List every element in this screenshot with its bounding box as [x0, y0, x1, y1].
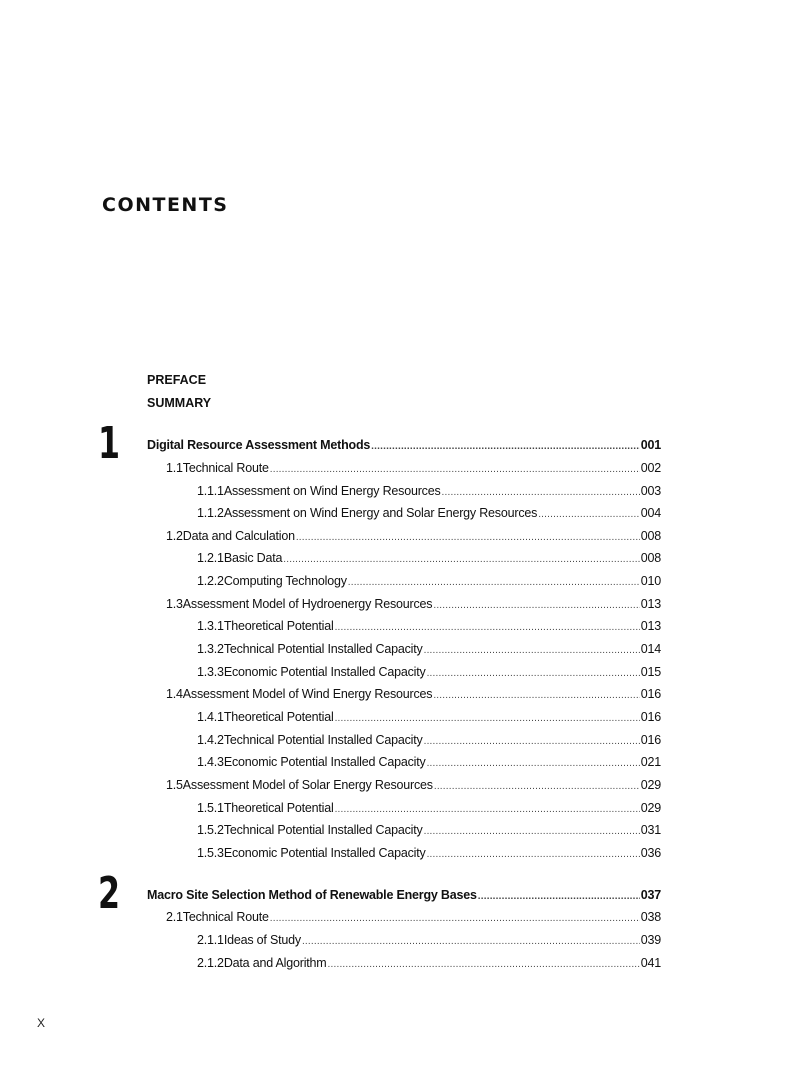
toc-leader-dots: [302, 934, 640, 950]
toc-entry-page: 037: [640, 888, 661, 902]
toc-entry-title: Theoretical Potential: [223, 619, 334, 633]
toc-subsection-entry[interactable]: [197, 618, 661, 636]
toc-entry-title: Assessment on Wind Energy and Solar Energy Resources: [223, 506, 538, 520]
toc-section-entry[interactable]: [166, 686, 661, 704]
toc-entry-title: Technical Route: [182, 461, 269, 475]
page-folio: X: [37, 1016, 46, 1030]
toc-subsection-entry[interactable]: [197, 573, 661, 591]
toc-leader-dots: [538, 507, 640, 523]
toc-entry-title: Theoretical Potential: [223, 710, 334, 724]
toc-subsection-entry[interactable]: [197, 505, 661, 523]
toc-subsection-entry[interactable]: [197, 732, 661, 750]
toc-entry-number: 1.2.1: [197, 551, 224, 565]
toc-entry-title: Economic Potential Installed Capacity: [223, 846, 426, 860]
toc-entry-number: 1.5.1: [197, 801, 224, 815]
toc-leader-dots: [328, 957, 640, 973]
chapter-number: 1: [98, 418, 121, 469]
toc-entry-title: Assessment Model of Wind Energy Resources: [182, 687, 433, 701]
toc-entry-page: 010: [640, 574, 661, 588]
toc-chapter-entry[interactable]: [147, 437, 661, 455]
toc-entry-title: Basic Data: [223, 551, 283, 565]
toc-entry-number: 1.5.2: [197, 823, 224, 837]
toc-entry-page: 013: [640, 597, 661, 611]
toc-entry-page: 001: [640, 438, 661, 452]
front-matter-summary[interactable]: SUMMARY: [147, 396, 212, 410]
toc-entry-title: Digital Resource Assessment Methods: [147, 438, 371, 452]
toc-subsection-entry[interactable]: [197, 664, 661, 682]
toc-subsection-entry[interactable]: [197, 822, 661, 840]
toc-chapter-entry[interactable]: [147, 887, 661, 905]
toc-entry-number: 1.4.3: [197, 755, 224, 769]
toc-leader-dots: [270, 911, 640, 927]
toc-leader-dots: [335, 620, 640, 636]
toc-entry-number: 1.4.1: [197, 710, 224, 724]
toc-subsection-entry[interactable]: [197, 955, 661, 973]
toc-entry-title: Data and Algorithm: [223, 956, 327, 970]
toc-entry-number: 1.2.2: [197, 574, 224, 588]
toc-entry-page: 031: [640, 823, 661, 837]
toc-entry-title: Macro Site Selection Method of Renewable Energy Bases: [147, 888, 477, 902]
toc-entry-page: 029: [640, 778, 661, 792]
toc-entry-number: 1.1: [166, 461, 183, 475]
toc-subsection-entry[interactable]: [197, 800, 661, 818]
toc-entry-title: Economic Potential Installed Capacity: [223, 755, 426, 769]
front-matter-preface[interactable]: PREFACE: [147, 373, 207, 387]
toc-leader-dots: [424, 643, 640, 659]
toc-entry-number: 1.3.1: [197, 619, 224, 633]
toc-entry-page: 038: [640, 910, 661, 924]
toc-leader-dots: [348, 575, 640, 591]
toc-section-entry[interactable]: [166, 528, 661, 546]
toc-leader-dots: [283, 552, 639, 568]
toc-leader-dots: [433, 688, 639, 704]
toc-entry-page: 015: [640, 665, 661, 679]
toc-entry-page: 041: [640, 956, 661, 970]
toc-section-entry[interactable]: [166, 777, 661, 795]
toc-entry-page: 016: [640, 687, 661, 701]
toc-entry-page: 016: [640, 710, 661, 724]
toc-entry-page: 008: [640, 551, 661, 565]
toc-entry-page: 029: [640, 801, 661, 815]
toc-entry-title: Data and Calculation: [182, 529, 295, 543]
toc-entry-page: 021: [640, 755, 661, 769]
toc-entry-title: Computing Technology: [223, 574, 347, 588]
toc-subsection-entry[interactable]: [197, 754, 661, 772]
toc-entry-page: 004: [640, 506, 661, 520]
toc-leader-dots: [478, 889, 640, 905]
toc-leader-dots: [296, 530, 640, 546]
toc-entry-title: Assessment on Wind Energy Resources: [223, 484, 441, 498]
toc-entry-title: Assessment Model of Solar Energy Resources: [182, 778, 433, 792]
toc-entry-title: Technical Potential Installed Capacity: [223, 642, 423, 656]
toc-entry-page: 002: [640, 461, 661, 475]
toc-entry-title: Economic Potential Installed Capacity: [223, 665, 426, 679]
toc-subsection-entry[interactable]: [197, 932, 661, 950]
toc-section-entry[interactable]: [166, 909, 661, 927]
contents-title: CONTENTS: [102, 194, 229, 216]
toc-entry-number: 2.1.1: [197, 933, 224, 947]
toc-entry-number: 2.1: [166, 910, 183, 924]
toc-entry-number: 1.5.3: [197, 846, 224, 860]
toc-entry-title: Technical Route: [182, 910, 269, 924]
toc-entry-number: 1.3.2: [197, 642, 224, 656]
toc-leader-dots: [424, 824, 640, 840]
toc-leader-dots: [424, 734, 640, 750]
toc-entry-number: 2.1.2: [197, 956, 224, 970]
toc-leader-dots: [335, 802, 640, 818]
toc-leader-dots: [270, 462, 640, 478]
toc-subsection-entry[interactable]: [197, 641, 661, 659]
toc-leader-dots: [434, 779, 640, 795]
toc-entry-page: 013: [640, 619, 661, 633]
toc-section-entry[interactable]: [166, 460, 661, 478]
toc-entry-number: 1.1.1: [197, 484, 224, 498]
toc-entry-title: Technical Potential Installed Capacity: [223, 823, 423, 837]
toc-entry-title: Assessment Model of Hydroenergy Resources: [182, 597, 433, 611]
toc-entry-page: 036: [640, 846, 661, 860]
toc-leader-dots: [371, 439, 640, 455]
toc-entry-number: 1.4.2: [197, 733, 224, 747]
toc-leader-dots: [427, 756, 640, 772]
toc-section-entry[interactable]: [166, 596, 661, 614]
toc-entry-number: 1.3: [166, 597, 183, 611]
toc-entry-page: 016: [640, 733, 661, 747]
toc-entry-number: 1.4: [166, 687, 183, 701]
toc-leader-dots: [427, 666, 640, 682]
toc-entry-number: 1.3.3: [197, 665, 224, 679]
toc-entry-page: 008: [640, 529, 661, 543]
toc-leader-dots: [427, 847, 640, 863]
toc-entry-page: 039: [640, 933, 661, 947]
toc-entry-title: Theoretical Potential: [223, 801, 334, 815]
toc-subsection-entry[interactable]: [197, 845, 661, 863]
toc-leader-dots: [442, 485, 640, 501]
toc-subsection-entry[interactable]: [197, 483, 661, 501]
toc-entry-title: Technical Potential Installed Capacity: [223, 733, 423, 747]
toc-entry-number: 1.2: [166, 529, 183, 543]
toc-entry-title: Ideas of Study: [223, 933, 301, 947]
toc-entry-page: 003: [640, 484, 661, 498]
toc-subsection-entry[interactable]: [197, 550, 661, 568]
toc-entry-number: 1.1.2: [197, 506, 224, 520]
toc-leader-dots: [433, 598, 639, 614]
toc-leader-dots: [335, 711, 640, 727]
toc-entry-number: 1.5: [166, 778, 183, 792]
toc-entry-page: 014: [640, 642, 661, 656]
toc-subsection-entry[interactable]: [197, 709, 661, 727]
chapter-number: 2: [98, 868, 121, 919]
